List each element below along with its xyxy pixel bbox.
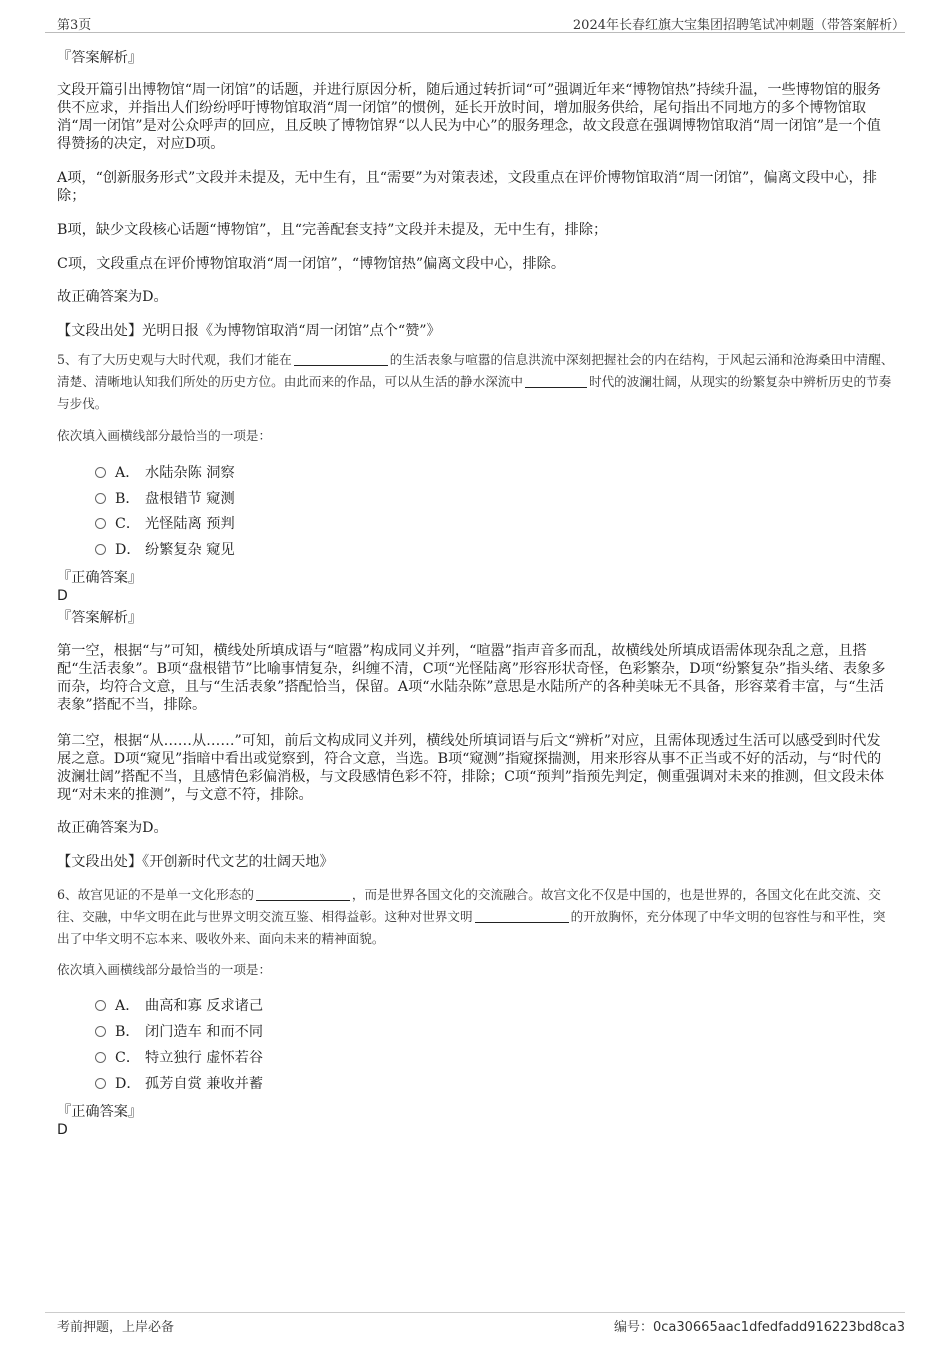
- q4-analysis-label: 『答案解析』: [57, 50, 143, 66]
- q6-answer: D: [57, 1122, 68, 1138]
- q6-answer-label: 『正确答案』: [57, 1104, 143, 1120]
- header-divider: [45, 32, 905, 33]
- q6-option-a[interactable]: A． 曲高和寡 反求诸己: [95, 996, 263, 1016]
- q6-stem: 6、故宫见证的不是单一文化形态的 ，而是世界各国文化的交流融合。故宫文化不仅是中国的，也是世界的，各国文化在此交流、交往、交融，中华文明在此与世界文明交流互鉴、相得益彰。这种对世界文明 的开放胸怀，充分体现了中华文明的包容性与和平性，突出了中华文明不忘本来、吸收外来、面向未来的精神面貌。: [57, 887, 886, 946]
- q5-answer: D: [57, 588, 68, 604]
- q5-option-b[interactable]: B． 盘根错节 窥测: [95, 489, 235, 509]
- page-number: 第3页: [57, 18, 92, 33]
- q5-instruction: 依次填入画横线部分最恰当的一项是：: [57, 428, 272, 443]
- radio-icon[interactable]: [95, 518, 106, 529]
- radio-icon[interactable]: [95, 1026, 106, 1037]
- q6-option-d[interactable]: D． 孤芳自赏 兼收并蓄: [95, 1074, 263, 1094]
- footer-slogan: 考前押题，上岸必备: [57, 1320, 175, 1335]
- q5-blank-1: [294, 351, 388, 366]
- radio-icon[interactable]: [95, 1000, 106, 1011]
- q6-blank-2: [475, 908, 569, 923]
- q4-analysis-option-b: B项，缺少文段核心话题“博物馆”，且“完善配套支持”文段并未提及，无中生有，排除；: [57, 222, 608, 238]
- q4-conclusion: 故正确答案为D。: [57, 289, 168, 305]
- radio-icon[interactable]: [95, 493, 106, 504]
- q5-option-c[interactable]: C． 光怪陆离 预判: [95, 514, 235, 534]
- radio-icon[interactable]: [95, 544, 106, 555]
- q5-stem: 5、有了大历史观与大时代观，我们才能在 的生活表象与喧嚣的信息洪流中深刻把握社会的内在结构，于风起云涌和沧海桑田中清醒、清楚、清晰地认知我们所处的历史方位。由此而来的作品，可以从生活的静水深流中 时代的波澜壮阔，从现实的纷繁复杂中辨析历史的节奏与步伐。: [57, 352, 894, 411]
- q4-analysis-paragraph: 文段开篇引出博物馆“周一闭馆”的话题，并进行原因分析，随后通过转折词“可”强调近年来“博物馆热”持续升温，一些博物馆的服务供不应求，并指出人们纷纷呼吁博物馆取消“周一闭馆”的惯例，延长开放时间，增加服务供给，尾句指出不同地方的多个博物馆取消“周一闭馆”是对公众呼声的回应，且反映了博物馆界“以人民为中心”的服务理念，故文段意在强调博物馆取消“周一闭馆”是一个值得赞扬的决定，对应D项。: [57, 82, 881, 152]
- q5-blank-2: [525, 373, 587, 388]
- q6-instruction: 依次填入画横线部分最恰当的一项是：: [57, 962, 272, 977]
- radio-icon[interactable]: [95, 1052, 106, 1063]
- q4-analysis-option-a: A项，“创新服务形式”文段并未提及，无中生有，且“需要”为对策表述，文段重点在评价博物馆取消“周一闭馆”，偏离文段中心，排除；: [57, 170, 877, 204]
- q4-analysis-option-c: C项，文段重点在评价博物馆取消“周一闭馆”，“博物馆热”偏离文段中心，排除。: [57, 256, 566, 272]
- radio-icon[interactable]: [95, 467, 106, 478]
- radio-icon[interactable]: [95, 1078, 106, 1089]
- document-title: 2024年长春红旗大宝集团招聘笔试冲刺题（带答案解析）: [572, 18, 905, 33]
- q4-source: 【文段出处】光明日报《为博物馆取消“周一闭馆”点个“赞”》: [57, 323, 441, 339]
- document-code: 编号：0ca30665aac1dfedfadd916223bd8ca3: [613, 1320, 905, 1335]
- q6-blank-1: [256, 886, 350, 901]
- q5-analysis-paragraph-2: 第二空，根据“从……从……”可知，前后文构成同义并列，横线处所填词语与后文“辨析”对应，且需体现透过生活可以感受到时代发展之意。D项“窥见”指暗中看出或觉察到，符合文意，当选。B项“窥测”指窥探揣测，用来形容从事不正当或不好的活动，与“时代的波澜壮阔”搭配不当，且感情色彩偏消极，与文段感情色彩不符，排除；C项“预判”指预先判定，侧重强调对未来的推测，但文段未体现“对未来的推测”，与文意不符，排除。: [57, 733, 885, 803]
- q6-option-c[interactable]: C． 特立独行 虚怀若谷: [95, 1048, 263, 1068]
- footer-divider: [45, 1312, 905, 1313]
- q6-option-b[interactable]: B． 闭门造车 和而不同: [95, 1022, 263, 1042]
- q5-option-a[interactable]: A． 水陆杂陈 洞察: [95, 463, 235, 483]
- q5-source: 【文段出处】《开创新时代文艺的壮阔天地》: [57, 854, 334, 870]
- q5-conclusion: 故正确答案为D。: [57, 820, 168, 836]
- q5-option-d[interactable]: D． 纷繁复杂 窥见: [95, 540, 235, 560]
- q5-analysis-paragraph-1: 第一空，根据“与”可知，横线处所填成语与“喧嚣”构成同义并列，“喧嚣”指声音多而乱，故横线处所填成语需体现杂乱之意，且搭配“生活表象”。B项“盘根错节”比喻事情复杂，纠缠不清，C项“光怪陆离”形容形状奇怪，色彩繁杂，D项“纷繁复杂”指头绪、表象多而杂，均符合文意，且与“生活表象”搭配恰当，保留。A项“水陆杂陈”意思是水陆所产的各种美味无不具备，形容菜肴丰富，与“生活表象”搭配不当，排除。: [57, 643, 886, 713]
- q5-answer-label: 『正确答案』: [57, 570, 143, 586]
- q5-analysis-label: 『答案解析』: [57, 610, 143, 626]
